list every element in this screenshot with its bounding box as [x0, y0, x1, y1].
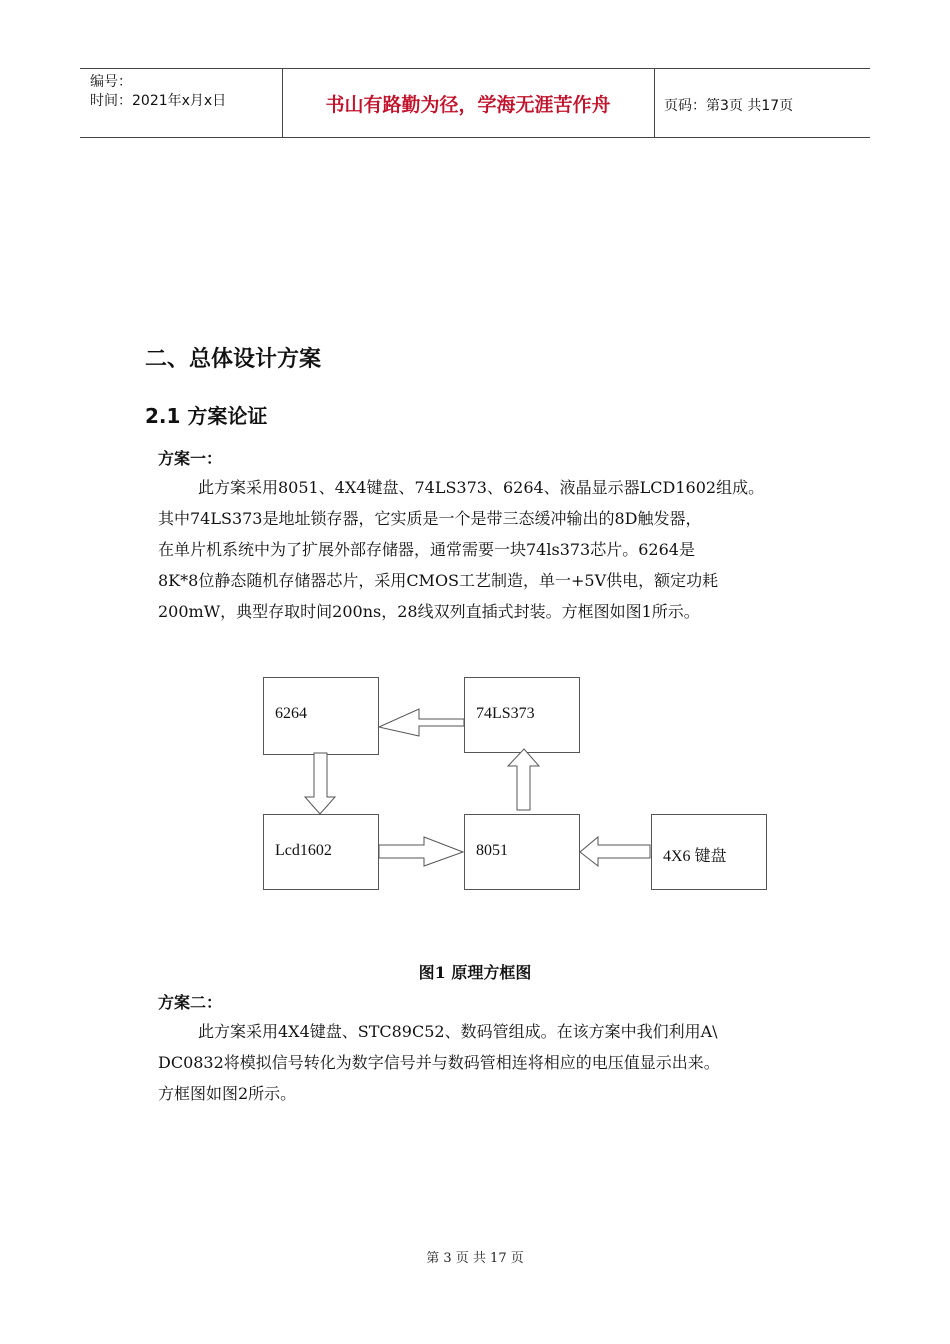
plan1-paragraph	[158, 472, 828, 627]
arrow-latch-to-ram	[379, 709, 464, 736]
plan1-line: 200mW，典型存取时间200ns，28线双列直插式封装。方框图如图1所示。	[158, 602, 700, 621]
box-6264	[263, 677, 379, 755]
box-keypad-label: 4X6 键盘	[663, 848, 727, 865]
header-meta	[90, 73, 226, 111]
plan2-line: 方框图如图2所示。	[158, 1084, 297, 1103]
section-title: 二、总体设计方案	[145, 347, 322, 372]
plan1-line: 此方案采用8051、4X4键盘、74LS373、6264、液晶显示器LCD1602组成。	[198, 478, 765, 497]
box-74ls373-label: 74LS373	[476, 705, 535, 722]
header-time: 时间：2021年x月x日	[90, 93, 227, 109]
plan1-line: 8K*8位静态随机存储器芯片，采用CMOS工艺制造，单一+5V供电，额定功耗	[158, 571, 719, 590]
header-divider	[654, 69, 655, 137]
box-lcd1602-label: Lcd1602	[275, 842, 332, 859]
box-keypad	[651, 814, 767, 890]
box-lcd1602	[263, 814, 379, 890]
plan2-label: 方案二：	[158, 993, 223, 1012]
box-6264-label: 6264	[275, 705, 307, 722]
plan2-line: 此方案采用4X4键盘、STC89C52、数码管组成。在该方案中我们利用A\	[198, 1022, 718, 1041]
figure-caption: 图1 原理方框图	[418, 963, 532, 982]
plan1-line: 其中74LS373是地址锁存器，它实质是一个是带三态缓冲输出的8D触发器，	[158, 509, 702, 528]
header-number: 编号：	[90, 74, 132, 90]
plan1-label: 方案一：	[158, 449, 223, 468]
plan2-paragraph	[158, 1016, 828, 1109]
arrow-keypad-to-mcu	[580, 837, 650, 866]
arrow-lcd-to-mcu	[379, 837, 463, 866]
box-74ls373	[464, 677, 580, 753]
section-subtitle: 2.1 方案论证	[145, 404, 268, 428]
arrow-mcu-to-latch	[508, 749, 539, 810]
box-8051	[464, 814, 580, 890]
arrow-ram-to-lcd	[305, 753, 335, 814]
box-8051-label: 8051	[476, 842, 508, 859]
header-motto: 书山有路勤为径，学海无涯苦作舟	[325, 93, 611, 116]
plan2-line: DC0832将模拟信号转化为数字信号并与数码管相连将相应的电压值显示出来。	[158, 1053, 720, 1072]
header-page-info: 页码：第3页 共17页	[664, 98, 794, 114]
plan1-line: 在单片机系统中为了扩展外部存储器，通常需要一块74ls373芯片。6264是	[158, 540, 695, 559]
page-header	[80, 68, 870, 138]
page-footer: 第 3 页 共 17 页	[426, 1251, 524, 1266]
